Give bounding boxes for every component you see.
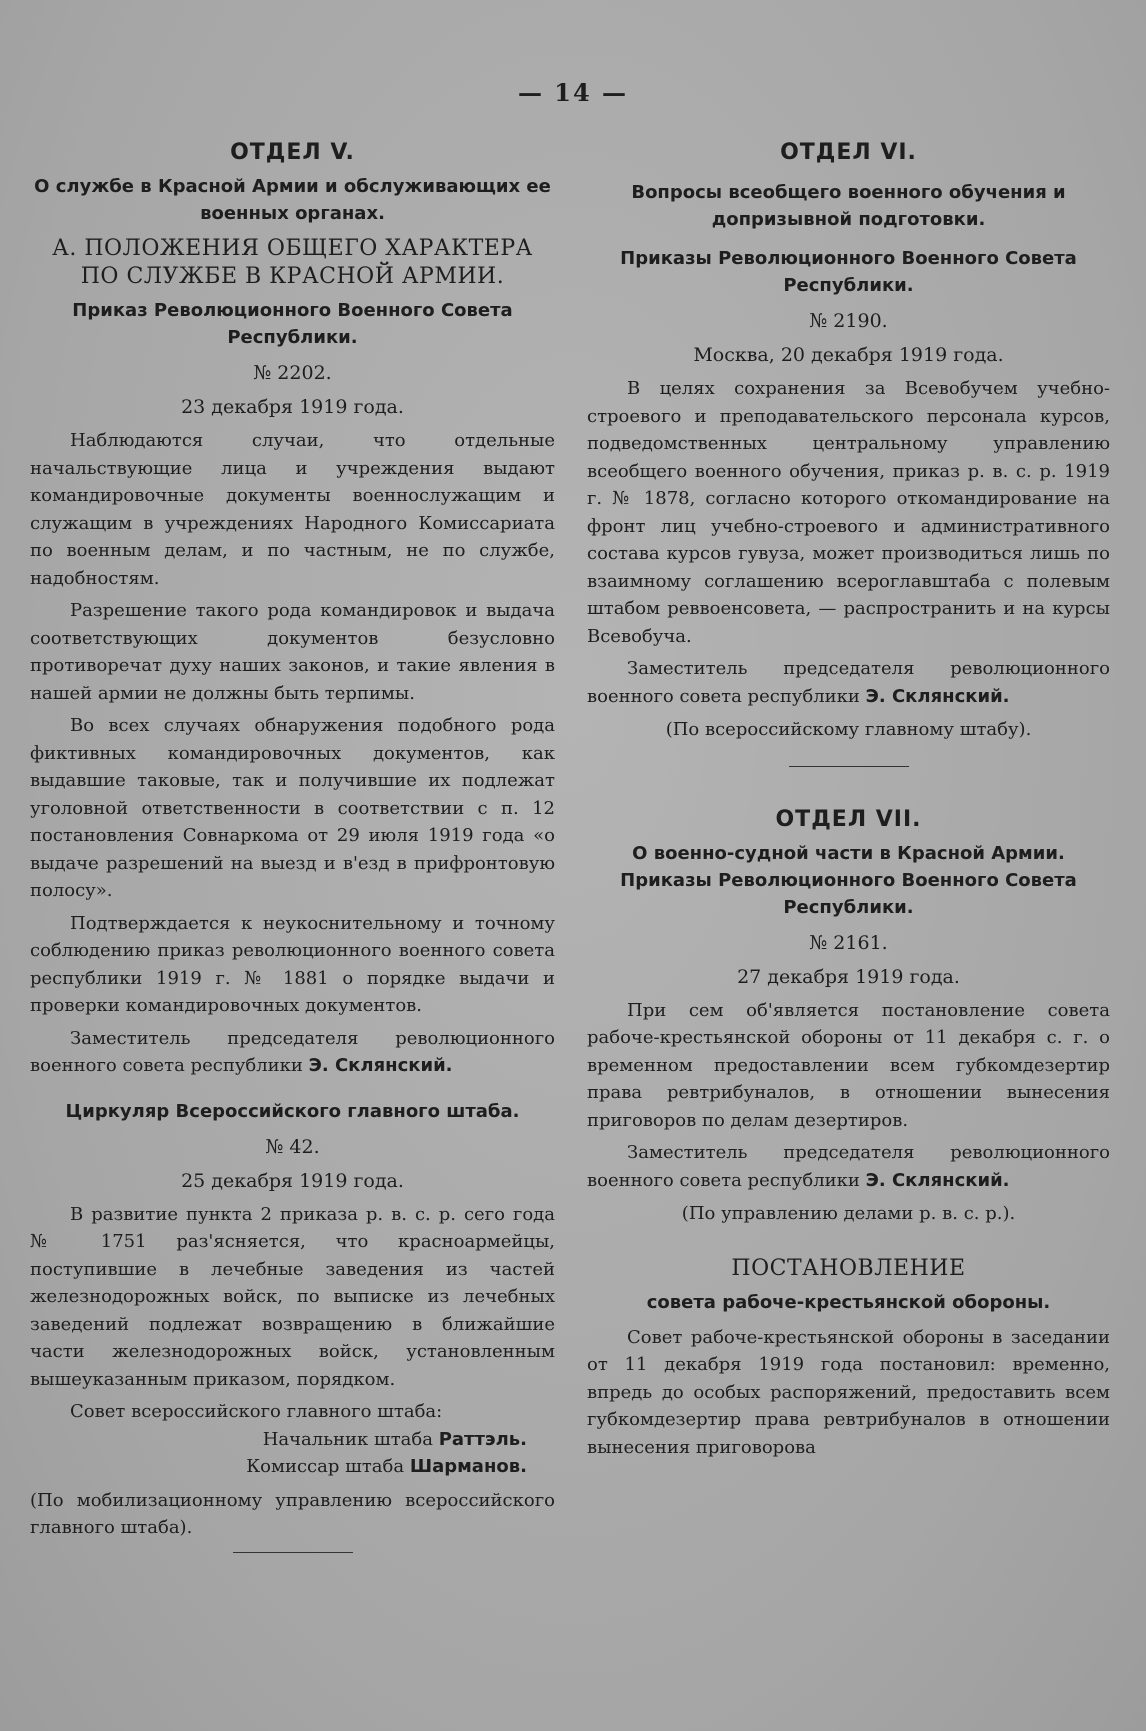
signature-name: Э. Склянский. [865, 685, 1010, 707]
order-date: 23 декабря 1919 года. [181, 396, 404, 418]
circular-date: 25 декабря 1919 года. [181, 1169, 404, 1192]
order-2161-date: 27 декабря 1919 года. [737, 965, 960, 988]
resolution-title: ПОСТАНОВЛЕНИЕ [731, 1255, 966, 1281]
divider-left [233, 1552, 353, 1553]
right-column [587, 140, 1110, 1466]
signature-name: Э. Склянский. [308, 1055, 453, 1076]
signature-name: Э. Склянский. [865, 1169, 1010, 1191]
chief-line [30, 1426, 555, 1454]
order-number: № 2202. [253, 362, 332, 384]
order-2190-paragraph: В целях сохранения за Всевобучем учебно-строевого и преподавательского персонала курсов, подведомственных центральному управлению всеобщего военного обучения, приказ р. в. с. р. 1919 г. № 1878, согласно которого откомандирование на фронт лиц учебно-строевого и административного состава курсов гувуза, может производиться лишь по взаимному соглашению всероглавштаба с полевым штабом реввоенсовета, — распространить и на курсы Всевобуча. [587, 378, 1110, 647]
signature [30, 1025, 555, 1080]
section-5-subtitle: О службе в Красной Армии и обслуживающих ее военных органах. [34, 176, 551, 224]
source-note-right-1: (По всероссийскому главному штабу). [665, 719, 1032, 740]
chief-name: Раттэль. [438, 1428, 527, 1450]
signature-text: Заместитель председателя революционного военного совета республики [30, 1027, 555, 1076]
section-6-title: ОТДЕЛ VI. [780, 140, 917, 165]
commissar-line [30, 1453, 555, 1481]
section-5-title: ОТДЕЛ V. [230, 140, 355, 165]
left-column [30, 140, 555, 1577]
order-paragraph-4: Подтверждается к неукоснительному и точному соблюдению приказ революционного военного совета республики 1919 г. № 1881 о порядке выдачи и проверки командировочных документов. [30, 912, 555, 1016]
orders-heading: Приказы Революционного Военного Совета Республики. [620, 248, 1077, 296]
circular-number: № 42. [265, 1135, 320, 1158]
commissar-name: Шарманов. [409, 1456, 527, 1477]
order-2161-paragraph: При сем об'является постановление совета рабоче-крестьянской обороны от 11 декабря с. г. о временном предоставлении всем губкомдезертир права ревтрибуналов, в отношении вынесения приговоров по делам дезертиров. [587, 999, 1110, 1131]
section-6-subtitle: Вопросы всеобщего военного обучения и допризывной подготовки. [631, 182, 1066, 230]
signature-right-1 [587, 655, 1110, 710]
order-place-date: Москва, 20 декабря 1919 года. [693, 344, 1004, 366]
divider-right [789, 766, 909, 767]
order-paragraph-3: Во всех случаях обнаружения подобного рода фиктивных командировочных документов, как выдавшие таковые, так и получившие их подлежат уголовной ответственности в соответствии с п. 12 постановления Совнаркома от 29 июля 1919 года «о выдаче разрешений на выезд и в'езд в прифронтовую полосу». [30, 715, 555, 901]
chief-label: Начальник штаба [262, 1428, 433, 1450]
order-paragraph-2: Разрешение такого рода командировок и выдача соответствующих документов безусловно противоречат духу наших законов, и такие явления в нашей армии не должны быть терпимы. [30, 600, 555, 704]
circular-heading: Циркуляр Всероссийского главного штаба. [65, 1100, 520, 1122]
source-note-right-2: (По управлению делами р. в. с. р.). [681, 1203, 1016, 1224]
section-7-title: ОТДЕЛ VII. [775, 806, 922, 832]
order-heading: Приказ Революционного Военного Совета Республики. [72, 300, 513, 348]
heading-a: А. ПОЛОЖЕНИЯ ОБЩЕГО ХАРАКТЕРА ПО СЛУЖБЕ В КРАСНОЙ АРМИИ. [52, 236, 533, 289]
source-note-left: (По мобилизационному управлению всероссийского главного штаба). [30, 1489, 555, 1538]
section-7-subtitle: О военно-судной части в Красной Армии. Приказы Революционного Военного Совета Республики. [620, 842, 1077, 918]
resolution-paragraph: Совет рабоче-крестьянской обороны в заседании от 11 декабря 1919 года постановил: временно, впредь до особых распоряжений, предоставить всем губкомдезертир права ревтрибуналов в отношении вынесения приговорова [587, 1326, 1110, 1458]
circular-paragraph: В развитие пункта 2 приказа р. в. с. р. сего года № 1751 раз'ясняется, что красноармейцы, поступившие в лечебные заведения из частей железнодорожных войск, по выписке из лечебных заведений подлежат возвращению в ближайшие части железнодорожных войск, установленным вышеуказанным приказом, порядком. [30, 1203, 555, 1390]
order-number-2161: № 2161. [809, 931, 888, 954]
commissar-label: Комиссар штаба [246, 1456, 405, 1477]
signature-right-2 [587, 1139, 1110, 1194]
signature-text: Заместитель председателя революционного военного совета республики [587, 1142, 1110, 1191]
council-line: Совет всероссийского главного штаба: [70, 1401, 443, 1422]
order-paragraph-1: Наблюдаются случаи, что отдельные начальствующие лица и учреждения выдают командировочные документы военнослужащим и служащим в учреждениях Народного Комиссариата по военным делам, и по частным, не по службе, надобностям. [30, 430, 555, 589]
page-number: — 14 — [517, 78, 629, 107]
resolution-subtitle: совета рабоче-крестьянской обороны. [646, 1291, 1051, 1313]
signature-text: Заместитель председателя революционного военного совета республики [587, 658, 1110, 707]
order-number-2190: № 2190. [809, 310, 888, 332]
